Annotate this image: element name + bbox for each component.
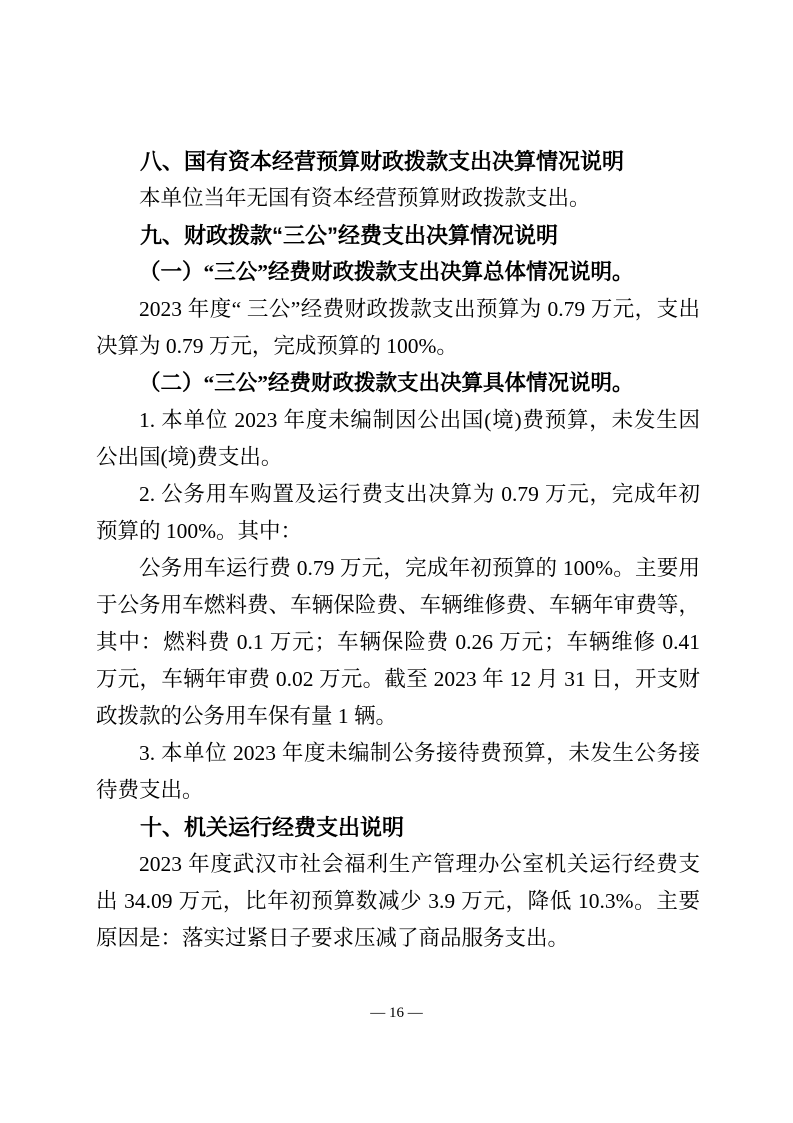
section-heading: 十、机关运行经费支出说明: [140, 815, 405, 840]
paragraph: 2023 年度武汉市社会福利生产管理办公室机关运行经费支出 34.09 万元，比年初预算数减少 3.9 万元，降低 10.3%。主要原因是：落实过紧日子要求压减了商品服务支出。: [96, 852, 700, 950]
document-content: [96, 143, 700, 957]
paragraph: 1. 本单位 2023 年度未编制因公出国(境)费预算，未发生因公出国(境)费支出。: [96, 408, 700, 469]
page-number: — 16 —: [370, 1005, 423, 1021]
paragraph: 3. 本单位 2023 年度未编制公务接待费预算，未发生公务接待费支出。: [96, 741, 700, 802]
paragraph: 2023 年度“ 三公”经费财政拨款支出预算为 0.79 万元，支出决算为 0.79 万元，完成预算的 100%。: [96, 297, 700, 358]
sub-heading: （二）“三公”经费财政拨款支出决算具体情况说明。: [139, 371, 634, 395]
paragraph: 公务用车运行费 0.79 万元，完成年初预算的 100%。主要用于公务用车燃料费、车辆保险费、车辆维修费、车辆年审费等，其中：燃料费 0.1 万元；车辆保险费 0.26 万元；车辆维修 0.41 万元，车辆年审费 0.02 万元。截至 2023 年 12 月 31 日，开支财政拨款的公务用车保有量 1 辆。: [96, 556, 700, 728]
sub-heading: （一）“三公”经费财政拨款支出决算总体情况说明。: [139, 260, 634, 284]
section-heading: 九、财政拨款“三公”经费支出决算情况说明: [140, 223, 559, 248]
section-heading: 八、国有资本经营预算财政拨款支出决算情况说明: [140, 149, 625, 174]
paragraph: 2. 公务用车购置及运行费支出决算为 0.79 万元，完成年初预算的 100%。其中：: [96, 482, 700, 543]
paragraph: 本单位当年无国有资本经营预算财政拨款支出。: [139, 186, 591, 210]
